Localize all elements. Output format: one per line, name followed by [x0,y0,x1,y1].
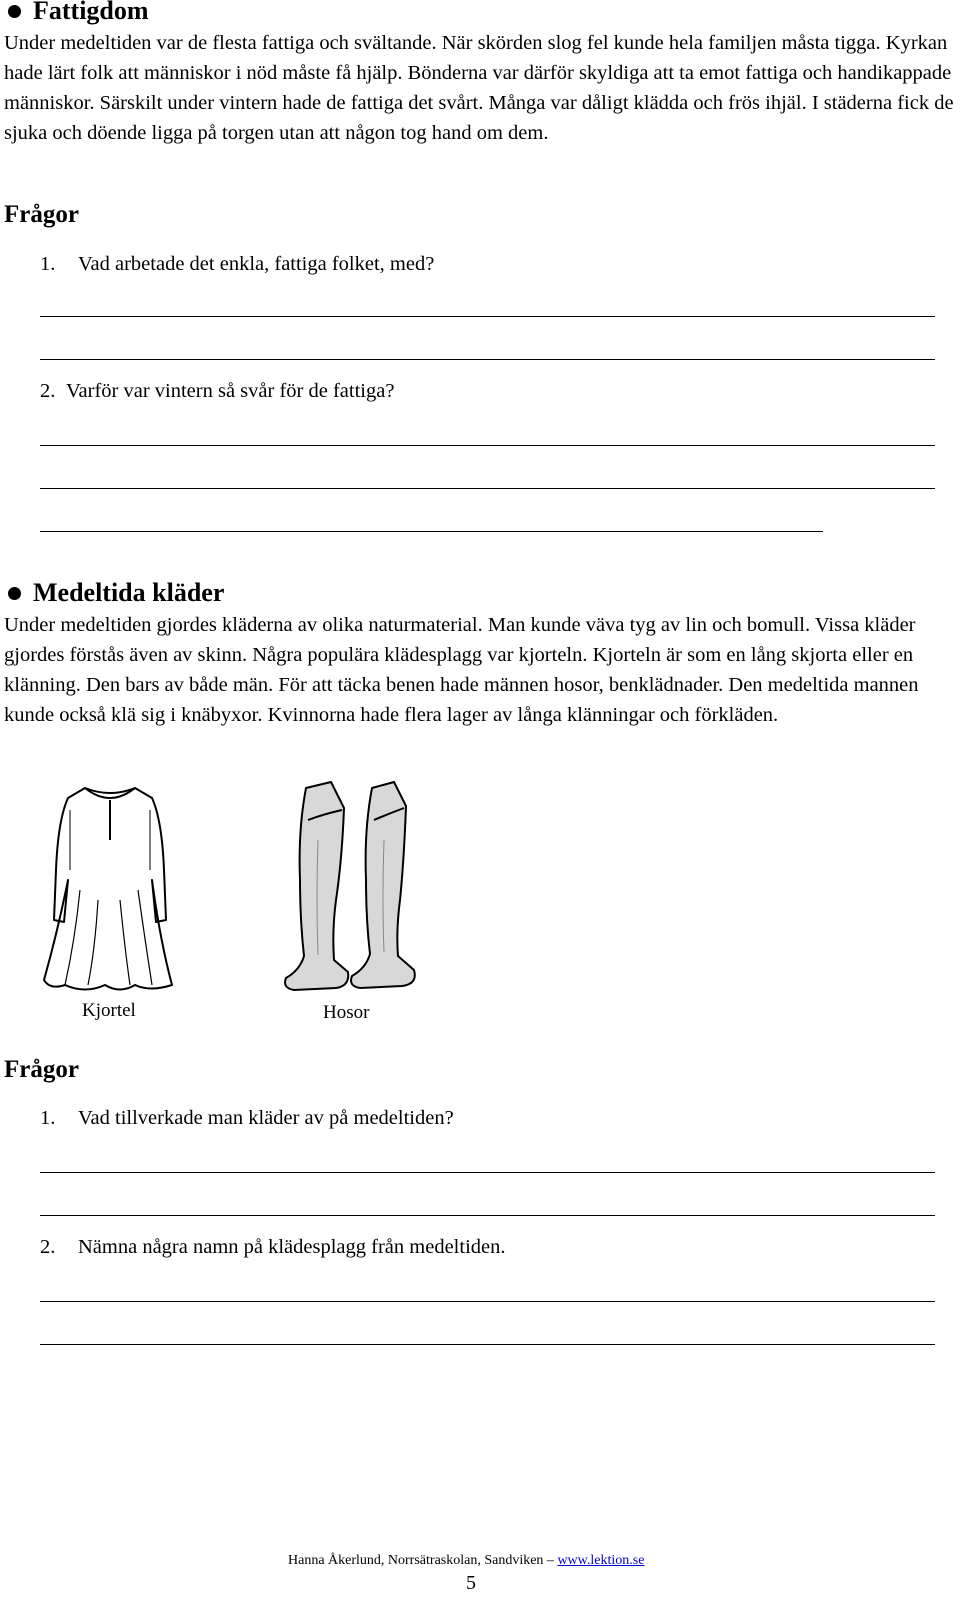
answer-line[interactable] [40,316,935,317]
section-title: Medeltida kläder [33,578,225,607]
page-number: 5 [466,1572,476,1594]
question-text: Vad arbetade det enkla, fattiga folket, med? [78,253,435,275]
question-number: 2. [40,380,56,402]
answer-line[interactable] [40,359,935,360]
footer-author: Hanna Åkerlund, Norrsätraskolan, Sandviken – [288,1553,554,1568]
question-number: 2. [40,1236,56,1258]
section-title: Fattigdom [33,0,149,25]
bullet-icon [8,587,21,600]
footer-link[interactable]: www.lektion.se [557,1553,645,1568]
answer-line[interactable] [40,1172,935,1173]
question-2-2 [40,1233,506,1261]
answer-line[interactable] [40,1344,935,1345]
hosor-hose-illustration [276,780,426,1000]
question-number: 1. [40,1107,56,1129]
image-caption-hosor: Hosor [323,1002,370,1023]
bullet-icon [8,5,21,18]
image-caption-kjortel: Kjortel [82,1000,136,1021]
question-2-1 [40,1104,454,1132]
paragraph-medeltida-klader: Under medeltiden gjordes kläderna av olika naturmaterial. Man kunde väva tyg av lin och bomull. Vissa kläder gjordes förstås även av skinn. Några populära klädesplagg var kjorteln. Kjorteln är som en lång skjorta eller en klänning. Den bars av både män. För att täcka benen hade männen hosor, benklädnader. Den medeltida mannen kunde också klä sig i knäbyxor. Kvinnorna hade flera lager av långa klänningar och förkläden. [4,614,919,726]
question-number: 1. [40,253,56,275]
question-text: Varför var vintern så svår för de fattiga? [66,380,395,402]
questions-heading-1: Frågor [4,201,79,228]
paragraph-fattigdom: Under medeltiden var de flesta fattiga och svältande. När skörden slog fel kunde hela familjen måsta tigga. Kyrkan hade lärt folk att människor i nöd måste få hjälp. Bönderna var därför skyldiga att ta emot fattiga och handikappade människor. Särskilt under vintern hade de fattiga det svårt. Många var dåligt klädda och frös ihjäl. I städerna fick de sjuka och döende ligga på torgen utan att någon tog hand om dem. [4,32,954,144]
question-text: Vad tillverkade man kläder av på medeltiden? [78,1107,454,1129]
answer-line[interactable] [40,488,935,489]
kjortel-tunic-illustration [40,780,180,1000]
answer-line[interactable] [40,1301,935,1302]
question-1-1 [40,250,434,278]
answer-line[interactable] [40,1215,935,1216]
section-heading-medeltida-klader [4,578,224,608]
section-heading-fattigdom [4,0,149,26]
question-text: Nämna några namn på klädesplagg från medeltiden. [78,1236,506,1258]
questions-heading-2: Frågor [4,1056,79,1083]
answer-line[interactable] [40,531,823,532]
footer-credit [288,1553,644,1569]
answer-line[interactable] [40,445,935,446]
question-1-2 [40,377,394,405]
